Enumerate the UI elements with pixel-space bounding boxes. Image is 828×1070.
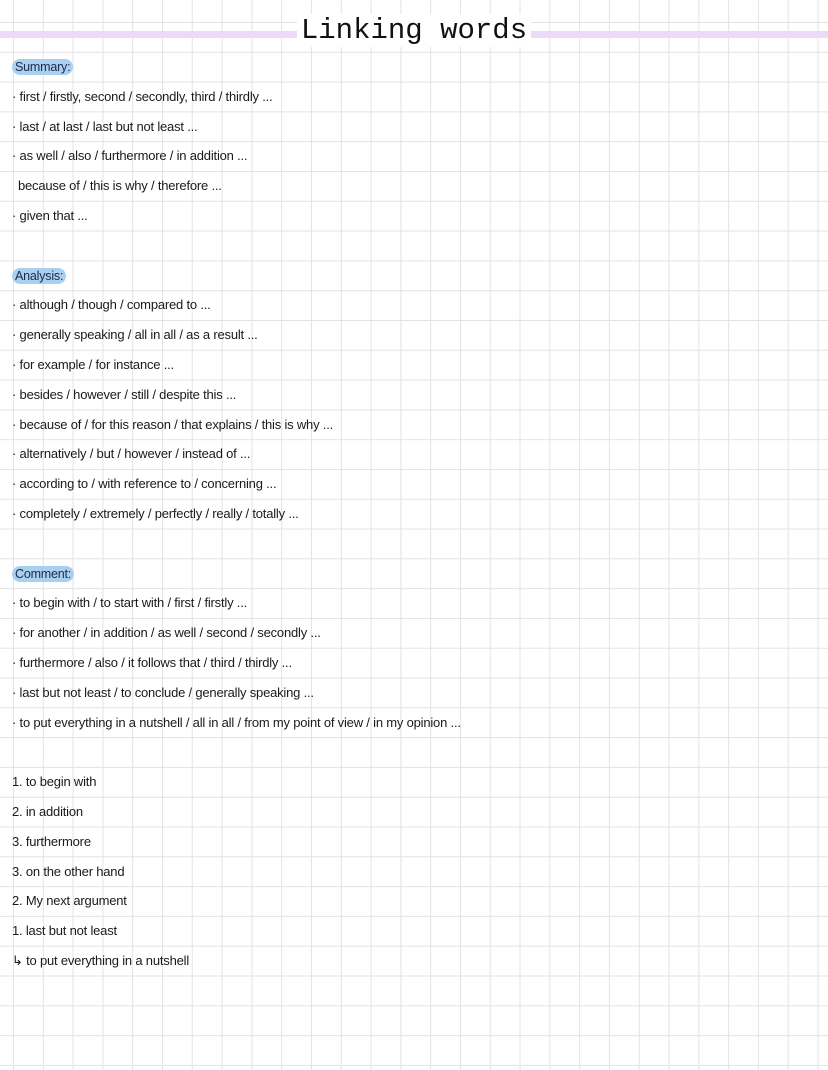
page-title-text: Linking words <box>297 14 531 47</box>
heading-text: Analysis: <box>12 268 66 284</box>
structure-item: 1. to begin with <box>12 774 97 790</box>
structure-item: ↳ to put everything in a nutshell <box>12 952 190 968</box>
section-heading-summary <box>12 52 812 82</box>
structure-item: 3. on the other hand <box>12 863 125 879</box>
list-item: · given that ... <box>12 207 88 223</box>
list-item: · last but not least / to conclude / generally speaking ... <box>12 684 314 700</box>
list-item: · according to / with reference to / concerning ... <box>12 476 277 492</box>
structure-item: 3. furthermore <box>12 833 91 849</box>
section-heading-comment <box>12 559 812 589</box>
list-item: · for another / in addition / as well / second / secondly ... <box>12 625 321 641</box>
spacer <box>12 737 812 767</box>
spacer <box>12 529 812 559</box>
heading-text: Summary: <box>12 59 73 75</box>
list-item: because of / this is why / therefore ... <box>18 178 222 194</box>
list-item: · alternatively / but / however / instead of ... <box>12 446 251 462</box>
spacer <box>12 231 812 261</box>
list-item: · completely / extremely / perfectly / really / totally ... <box>12 505 299 521</box>
heading-text: Comment: <box>12 566 74 582</box>
list-item: · because of / for this reason / that explains / this is why ... <box>12 416 334 432</box>
list-item: · furthermore / also / it follows that / third / thirdly ... <box>12 654 292 670</box>
notes-body <box>12 52 812 976</box>
section-heading-analysis <box>12 261 812 291</box>
list-item: · for example / for instance ... <box>12 356 174 372</box>
list-item: · first / firstly, second / secondly, third / thirdly ... <box>12 88 273 104</box>
page-title <box>0 14 828 47</box>
list-item: · to begin with / to start with / first / firstly ... <box>12 595 248 611</box>
structure-item: 2. in addition <box>12 803 83 819</box>
list-item: · although / though / compared to ... <box>12 297 211 313</box>
list-item: · last / at last / last but not least ... <box>12 118 198 134</box>
structure-item: 2. My next argument <box>12 893 127 909</box>
list-item: · generally speaking / all in all / as a result ... <box>12 327 258 343</box>
list-item: · to put everything in a nutshell / all in all / from my point of view / in my opinion ... <box>12 714 461 730</box>
list-item: · as well / also / furthermore / in addition ... <box>12 148 248 164</box>
list-item: · besides / however / still / despite this ... <box>12 386 237 402</box>
structure-item: 1. last but not least <box>12 923 117 939</box>
